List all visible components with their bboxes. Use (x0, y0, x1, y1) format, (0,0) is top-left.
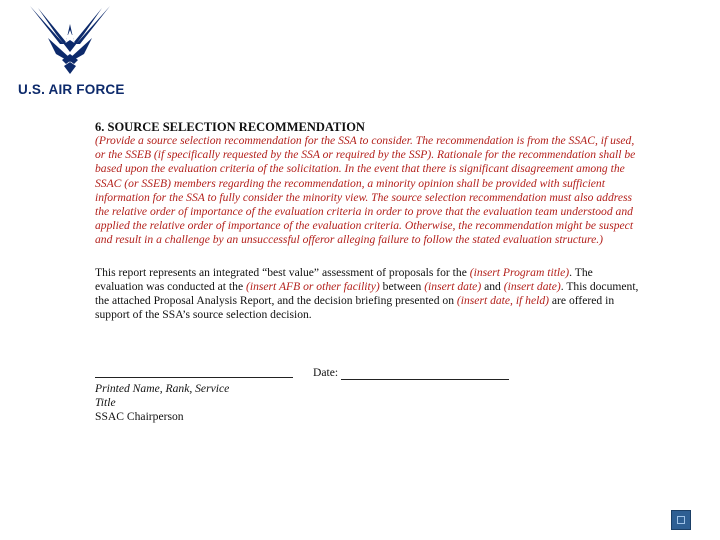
body-text: and (481, 279, 504, 293)
date-label: Date: (313, 366, 339, 379)
body-text: are offered in support of the SSA’s source selection decision. (95, 294, 615, 322)
section-heading: 6. SOURCE SELECTION RECOMMENDATION (95, 120, 365, 134)
air-force-logo (18, 4, 125, 97)
body-text: This report represents an integrated “best value” assessment of proposals for the (95, 265, 470, 279)
air-force-wings-icon (28, 4, 112, 76)
placeholder-start-date: (insert date) (424, 279, 482, 293)
placeholder-briefing-date: (insert date, if held) (456, 294, 549, 308)
date-field (313, 366, 509, 380)
body-text: . The evaluation was conducted at the (95, 265, 593, 293)
instruction-text: (Provide a source selection recommendation for the SSA to consider. The recommendation is from the SSAC, if used, or the SSEB (if specifically requested by the SSA or required by the SSP). Rationale for the recommendation shall be based upon the evaluation criteria of the solicitation. In the event that there is significant disagreement among the SSAC (or SSEB) members regarding the recommendation, a minority opinion shall be provided with sufficient information for the SSA to fully consider the minority view. The source selection recommendation must also address the relative order of importance of the evaluation criteria in order to prove that the evaluation team understood and applied the relative order of importance of the evaluation criteria. Otherwise, the recommendation might be suspect and result in a challenge by an unsuccessful offeror alleging failure to follow the stated evaluation structure.) (95, 134, 636, 247)
report-paragraph (95, 266, 640, 323)
printed-name-label: Printed Name, Rank, Service (95, 382, 230, 395)
title-label: Title (95, 396, 116, 409)
signature-line (95, 366, 293, 378)
role-label: SSAC Chairperson (95, 410, 184, 423)
logo-wordmark: U.S. AIR FORCE (18, 82, 125, 97)
placeholder-end-date: (insert date) (503, 279, 561, 293)
document-body (95, 120, 640, 322)
body-text: between (379, 279, 425, 293)
placeholder-facility: (insert AFB or other facility) (246, 279, 380, 293)
slide-nav-icon[interactable] (671, 510, 691, 530)
date-line (341, 368, 509, 380)
signature-line-row (95, 366, 555, 382)
body-text: . This document, the attached Proposal Analysis Report, and the decision briefing presented on (95, 279, 639, 308)
signature-block (95, 366, 555, 424)
placeholder-program-title: (insert Program title) (469, 265, 570, 279)
